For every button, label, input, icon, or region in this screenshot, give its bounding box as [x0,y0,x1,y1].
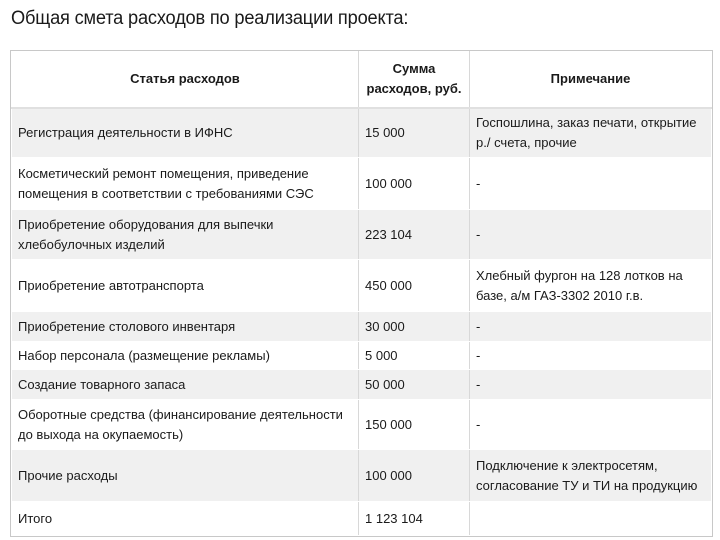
cell-item: Приобретение столового инвентаря [12,312,359,342]
table-row [12,370,712,400]
cell-item: Приобретение оборудования для выпечки хлебобулочных изделий [12,210,359,260]
cell-amount: 50 000 [359,370,470,400]
cell-note: Госпошлина, заказ печати, открытие р./ счета, прочие [470,108,712,158]
cell-amount-total: 1 123 104 [359,502,470,536]
table-header-row [12,52,712,108]
cell-item: Набор персонала (размещение рекламы) [12,342,359,370]
cell-amount: 150 000 [359,400,470,450]
table-row [12,312,712,342]
cell-note: - [470,210,712,260]
cell-note: - [470,342,712,370]
expense-table-container [10,50,713,537]
cell-note: Подключение к электросетям, согласование ТУ и ТИ на продукцию [470,450,712,502]
table-row [12,108,712,158]
cell-item: Приобретение автотранспорта [12,260,359,312]
cell-amount: 15 000 [359,108,470,158]
cell-item: Оборотные средства (финансирование деятельности до выхода на окупаемость) [12,400,359,450]
cell-note: - [470,158,712,210]
cell-amount: 100 000 [359,450,470,502]
cell-item: Косметический ремонт помещения, приведение помещения в соответствии с требованиями СЭС [12,158,359,210]
cell-item: Создание товарного запаса [12,370,359,400]
cell-item: Прочие расходы [12,450,359,502]
cell-item-total: Итого [12,502,359,536]
cell-note: - [470,400,712,450]
cell-item: Регистрация деятельности в ИФНС [12,108,359,158]
table-row [12,260,712,312]
cell-amount: 30 000 [359,312,470,342]
cell-amount: 223 104 [359,210,470,260]
cell-amount: 100 000 [359,158,470,210]
expense-table [11,51,712,536]
cell-note-total [470,502,712,536]
cell-amount: 5 000 [359,342,470,370]
table-row [12,400,712,450]
table-row [12,210,712,260]
header-note: Примечание [470,52,712,108]
cell-note: - [470,312,712,342]
header-item: Статья расходов [12,52,359,108]
cell-note: - [470,370,712,400]
header-amount: Сумма расходов, руб. [359,52,470,108]
cell-amount: 450 000 [359,260,470,312]
cell-note: Хлебный фургон на 128 лотков на базе, а/м ГАЗ-3302 2010 г.в. [470,260,712,312]
page-title: Общая смета расходов по реализации проекта: [11,8,409,29]
table-row [12,450,712,502]
table-row [12,342,712,370]
table-row-total [12,502,712,536]
table-row [12,158,712,210]
